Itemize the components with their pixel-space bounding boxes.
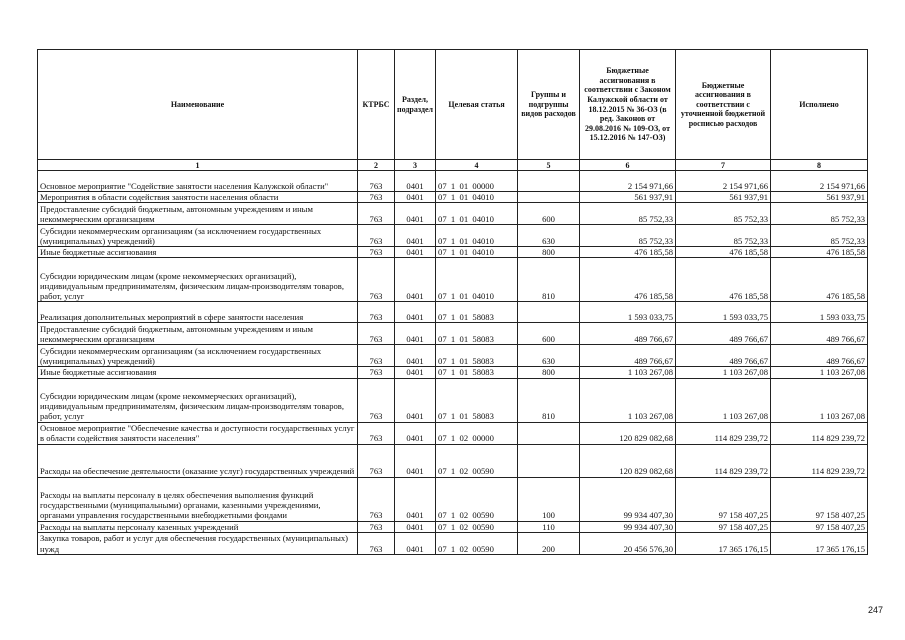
- budget-table: [37, 49, 868, 555]
- row-assign-refined: 2 154 971,66: [676, 171, 771, 192]
- row-celevaya: 07 1 01 04010: [436, 203, 518, 225]
- row-razdel: 0401: [395, 532, 436, 554]
- row-ktrbs: 763: [358, 477, 395, 521]
- row-assign-law: 85 752,33: [580, 225, 676, 247]
- row-name: Расходы на выплаты персоналу в целях обеспечения выполнения функций государственными (муниципальными) органами, казенными учреждениями, органами управления государственными внебюджетными фондами: [38, 477, 358, 521]
- row-assign-refined: 17 365 176,15: [676, 532, 771, 554]
- row-executed: 1 593 033,75: [771, 302, 868, 323]
- colnum: 1: [38, 160, 358, 171]
- row-celevaya: 07 1 01 58083: [436, 367, 518, 378]
- row-assign-refined: 97 158 407,25: [676, 477, 771, 521]
- row-assign-refined: 489 766,67: [676, 345, 771, 367]
- colnum: 7: [676, 160, 771, 171]
- table-row: [38, 258, 868, 302]
- table-row: [38, 477, 868, 521]
- row-razdel: 0401: [395, 225, 436, 247]
- row-vid: 600: [518, 203, 580, 225]
- row-celevaya: 07 1 01 04010: [436, 192, 518, 203]
- row-assign-law: 120 829 082,68: [580, 422, 676, 444]
- header-assign-law: Бюджетные ассигнования в соответствии с Законом Калужской области от 18.12.2015 № 36-ОЗ (в ред. Законов от 29.08.2016 № 109-ОЗ, от 15.12.2016 № 147-ОЗ): [580, 50, 676, 160]
- row-celevaya: 07 1 02 00590: [436, 477, 518, 521]
- row-assign-refined: 476 185,58: [676, 247, 771, 258]
- row-vid: 110: [518, 521, 580, 532]
- row-vid: 600: [518, 323, 580, 345]
- row-name: Предоставление субсидий бюджетным, автономным учреждениям и иным некоммерческим организациям: [38, 203, 358, 225]
- header-assign-refined: Бюджетные ассигнования в соответствии с уточненной бюджетной росписью расходов: [676, 50, 771, 160]
- row-executed: 97 158 407,25: [771, 477, 868, 521]
- row-razdel: 0401: [395, 378, 436, 422]
- row-celevaya: 07 1 01 04010: [436, 258, 518, 302]
- row-vid: 630: [518, 225, 580, 247]
- row-vid: 200: [518, 532, 580, 554]
- row-vid: 800: [518, 247, 580, 258]
- row-ktrbs: 763: [358, 422, 395, 444]
- row-vid: [518, 422, 580, 444]
- table-row: [38, 422, 868, 444]
- row-vid: 810: [518, 378, 580, 422]
- row-executed: 85 752,33: [771, 203, 868, 225]
- row-name: Субсидии юридическим лицам (кроме некоммерческих организаций), индивидуальным предпринимателям, физическим лицам-производителям товаров, работ, услуг: [38, 378, 358, 422]
- row-executed: 17 365 176,15: [771, 532, 868, 554]
- row-ktrbs: 763: [358, 247, 395, 258]
- row-ktrbs: 763: [358, 444, 395, 477]
- page-number: 247: [868, 605, 884, 615]
- header-name: Наименование: [38, 50, 358, 160]
- row-razdel: 0401: [395, 477, 436, 521]
- row-assign-law: 476 185,58: [580, 258, 676, 302]
- row-vid: 800: [518, 367, 580, 378]
- row-name: Расходы на выплаты персоналу казенных учреждений: [38, 521, 358, 532]
- row-assign-refined: 489 766,67: [676, 323, 771, 345]
- row-vid: [518, 302, 580, 323]
- table-row: [38, 192, 868, 203]
- row-celevaya: 07 1 02 00000: [436, 422, 518, 444]
- row-name: Иные бюджетные ассигнования: [38, 247, 358, 258]
- row-ktrbs: 763: [358, 378, 395, 422]
- row-celevaya: 07 1 02 00590: [436, 532, 518, 554]
- table-row: [38, 345, 868, 367]
- row-ktrbs: 763: [358, 171, 395, 192]
- row-celevaya: 07 1 02 00590: [436, 521, 518, 532]
- row-assign-law: 2 154 971,66: [580, 171, 676, 192]
- row-razdel: 0401: [395, 444, 436, 477]
- row-razdel: 0401: [395, 367, 436, 378]
- table-row: [38, 302, 868, 323]
- row-celevaya: 07 1 01 58083: [436, 345, 518, 367]
- row-executed: 489 766,67: [771, 323, 868, 345]
- table-row: [38, 532, 868, 554]
- header-executed: Исполнено: [771, 50, 868, 160]
- row-razdel: 0401: [395, 521, 436, 532]
- table-row: [38, 521, 868, 532]
- row-assign-refined: 114 829 239,72: [676, 422, 771, 444]
- row-ktrbs: 763: [358, 367, 395, 378]
- header-razdel: Раздел, подраздел: [395, 50, 436, 160]
- row-name: Субсидии юридическим лицам (кроме некоммерческих организаций), индивидуальным предпринимателям, физическим лицам-производителям товаров, работ, услуг: [38, 258, 358, 302]
- row-razdel: 0401: [395, 171, 436, 192]
- row-celevaya: 07 1 01 00000: [436, 171, 518, 192]
- colnum: 5: [518, 160, 580, 171]
- row-executed: 97 158 407,25: [771, 521, 868, 532]
- row-assign-refined: 1 593 033,75: [676, 302, 771, 323]
- row-name: Расходы на обеспечение деятельности (оказание услуг) государственных учреждений: [38, 444, 358, 477]
- row-name: Основное мероприятие "Содействие занятости населения Калужской области": [38, 171, 358, 192]
- row-assign-law: 99 934 407,30: [580, 477, 676, 521]
- row-assign-law: 1 103 267,08: [580, 378, 676, 422]
- row-name: Иные бюджетные ассигнования: [38, 367, 358, 378]
- row-ktrbs: 763: [358, 521, 395, 532]
- table-row: [38, 323, 868, 345]
- table-row: [38, 171, 868, 192]
- row-ktrbs: 763: [358, 302, 395, 323]
- row-vid: 810: [518, 258, 580, 302]
- colnum: 2: [358, 160, 395, 171]
- table-body: [38, 171, 868, 555]
- row-executed: 114 829 239,72: [771, 422, 868, 444]
- row-executed: 1 103 267,08: [771, 367, 868, 378]
- row-name: Мероприятия в области содействия занятости населения области: [38, 192, 358, 203]
- row-assign-law: 489 766,67: [580, 323, 676, 345]
- row-assign-law: 1 103 267,08: [580, 367, 676, 378]
- row-assign-refined: 561 937,91: [676, 192, 771, 203]
- row-executed: 2 154 971,66: [771, 171, 868, 192]
- row-celevaya: 07 1 01 58083: [436, 323, 518, 345]
- colnum: 3: [395, 160, 436, 171]
- header-ktrbs: КТРБС: [358, 50, 395, 160]
- row-executed: 114 829 239,72: [771, 444, 868, 477]
- row-razdel: 0401: [395, 302, 436, 323]
- table-row: [38, 225, 868, 247]
- table-row: [38, 378, 868, 422]
- row-assign-law: 85 752,33: [580, 203, 676, 225]
- row-ktrbs: 763: [358, 225, 395, 247]
- row-assign-refined: 1 103 267,08: [676, 378, 771, 422]
- row-assign-refined: 85 752,33: [676, 203, 771, 225]
- table-row: [38, 247, 868, 258]
- header-celevaya: Целевая статья: [436, 50, 518, 160]
- row-razdel: 0401: [395, 247, 436, 258]
- row-executed: 1 103 267,08: [771, 378, 868, 422]
- row-ktrbs: 763: [358, 532, 395, 554]
- row-ktrbs: 763: [358, 203, 395, 225]
- row-assign-law: 20 456 576,30: [580, 532, 676, 554]
- row-executed: 561 937,91: [771, 192, 868, 203]
- row-name: Закупка товаров, работ и услуг для обеспечения государственных (муниципальных) нужд: [38, 532, 358, 554]
- row-vid: 100: [518, 477, 580, 521]
- table-row: [38, 444, 868, 477]
- row-vid: 630: [518, 345, 580, 367]
- row-ktrbs: 763: [358, 323, 395, 345]
- colnum: 8: [771, 160, 868, 171]
- row-ktrbs: 763: [358, 192, 395, 203]
- row-razdel: 0401: [395, 323, 436, 345]
- row-assign-refined: 97 158 407,25: [676, 521, 771, 532]
- row-razdel: 0401: [395, 192, 436, 203]
- row-name: Субсидии некоммерческим организациям (за исключением государственных (муниципальных) учреждений): [38, 345, 358, 367]
- row-razdel: 0401: [395, 422, 436, 444]
- table-row: [38, 203, 868, 225]
- row-assign-law: 476 185,58: [580, 247, 676, 258]
- row-celevaya: 07 1 01 58083: [436, 378, 518, 422]
- row-name: Основное мероприятие "Обеспечение качества и доступности государственных услуг в области содействия занятости населения": [38, 422, 358, 444]
- row-celevaya: 07 1 01 04010: [436, 225, 518, 247]
- row-assign-law: 561 937,91: [580, 192, 676, 203]
- row-assign-refined: 476 185,58: [676, 258, 771, 302]
- row-celevaya: 07 1 01 04010: [436, 247, 518, 258]
- row-ktrbs: 763: [358, 258, 395, 302]
- row-celevaya: 07 1 02 00590: [436, 444, 518, 477]
- row-assign-law: 120 829 082,68: [580, 444, 676, 477]
- row-assign-law: 489 766,67: [580, 345, 676, 367]
- row-executed: 85 752,33: [771, 225, 868, 247]
- row-assign-refined: 85 752,33: [676, 225, 771, 247]
- row-celevaya: 07 1 01 58083: [436, 302, 518, 323]
- colnum: 4: [436, 160, 518, 171]
- row-executed: 489 766,67: [771, 345, 868, 367]
- row-assign-refined: 1 103 267,08: [676, 367, 771, 378]
- table-row: [38, 367, 868, 378]
- row-name: Субсидии некоммерческим организациям (за исключением государственных (муниципальных) учреждений): [38, 225, 358, 247]
- row-vid: [518, 192, 580, 203]
- colnum: 6: [580, 160, 676, 171]
- row-executed: 476 185,58: [771, 258, 868, 302]
- row-vid: [518, 171, 580, 192]
- row-razdel: 0401: [395, 203, 436, 225]
- row-razdel: 0401: [395, 258, 436, 302]
- row-assign-refined: 114 829 239,72: [676, 444, 771, 477]
- row-ktrbs: 763: [358, 345, 395, 367]
- row-name: Предоставление субсидий бюджетным, автономным учреждениям и иным некоммерческим организациям: [38, 323, 358, 345]
- row-razdel: 0401: [395, 345, 436, 367]
- row-assign-law: 99 934 407,30: [580, 521, 676, 532]
- row-assign-law: 1 593 033,75: [580, 302, 676, 323]
- row-executed: 476 185,58: [771, 247, 868, 258]
- row-name: Реализация дополнительных мероприятий в сфере занятости населения: [38, 302, 358, 323]
- header-vid: Группы и подгруппы видов расходов: [518, 50, 580, 160]
- row-vid: [518, 444, 580, 477]
